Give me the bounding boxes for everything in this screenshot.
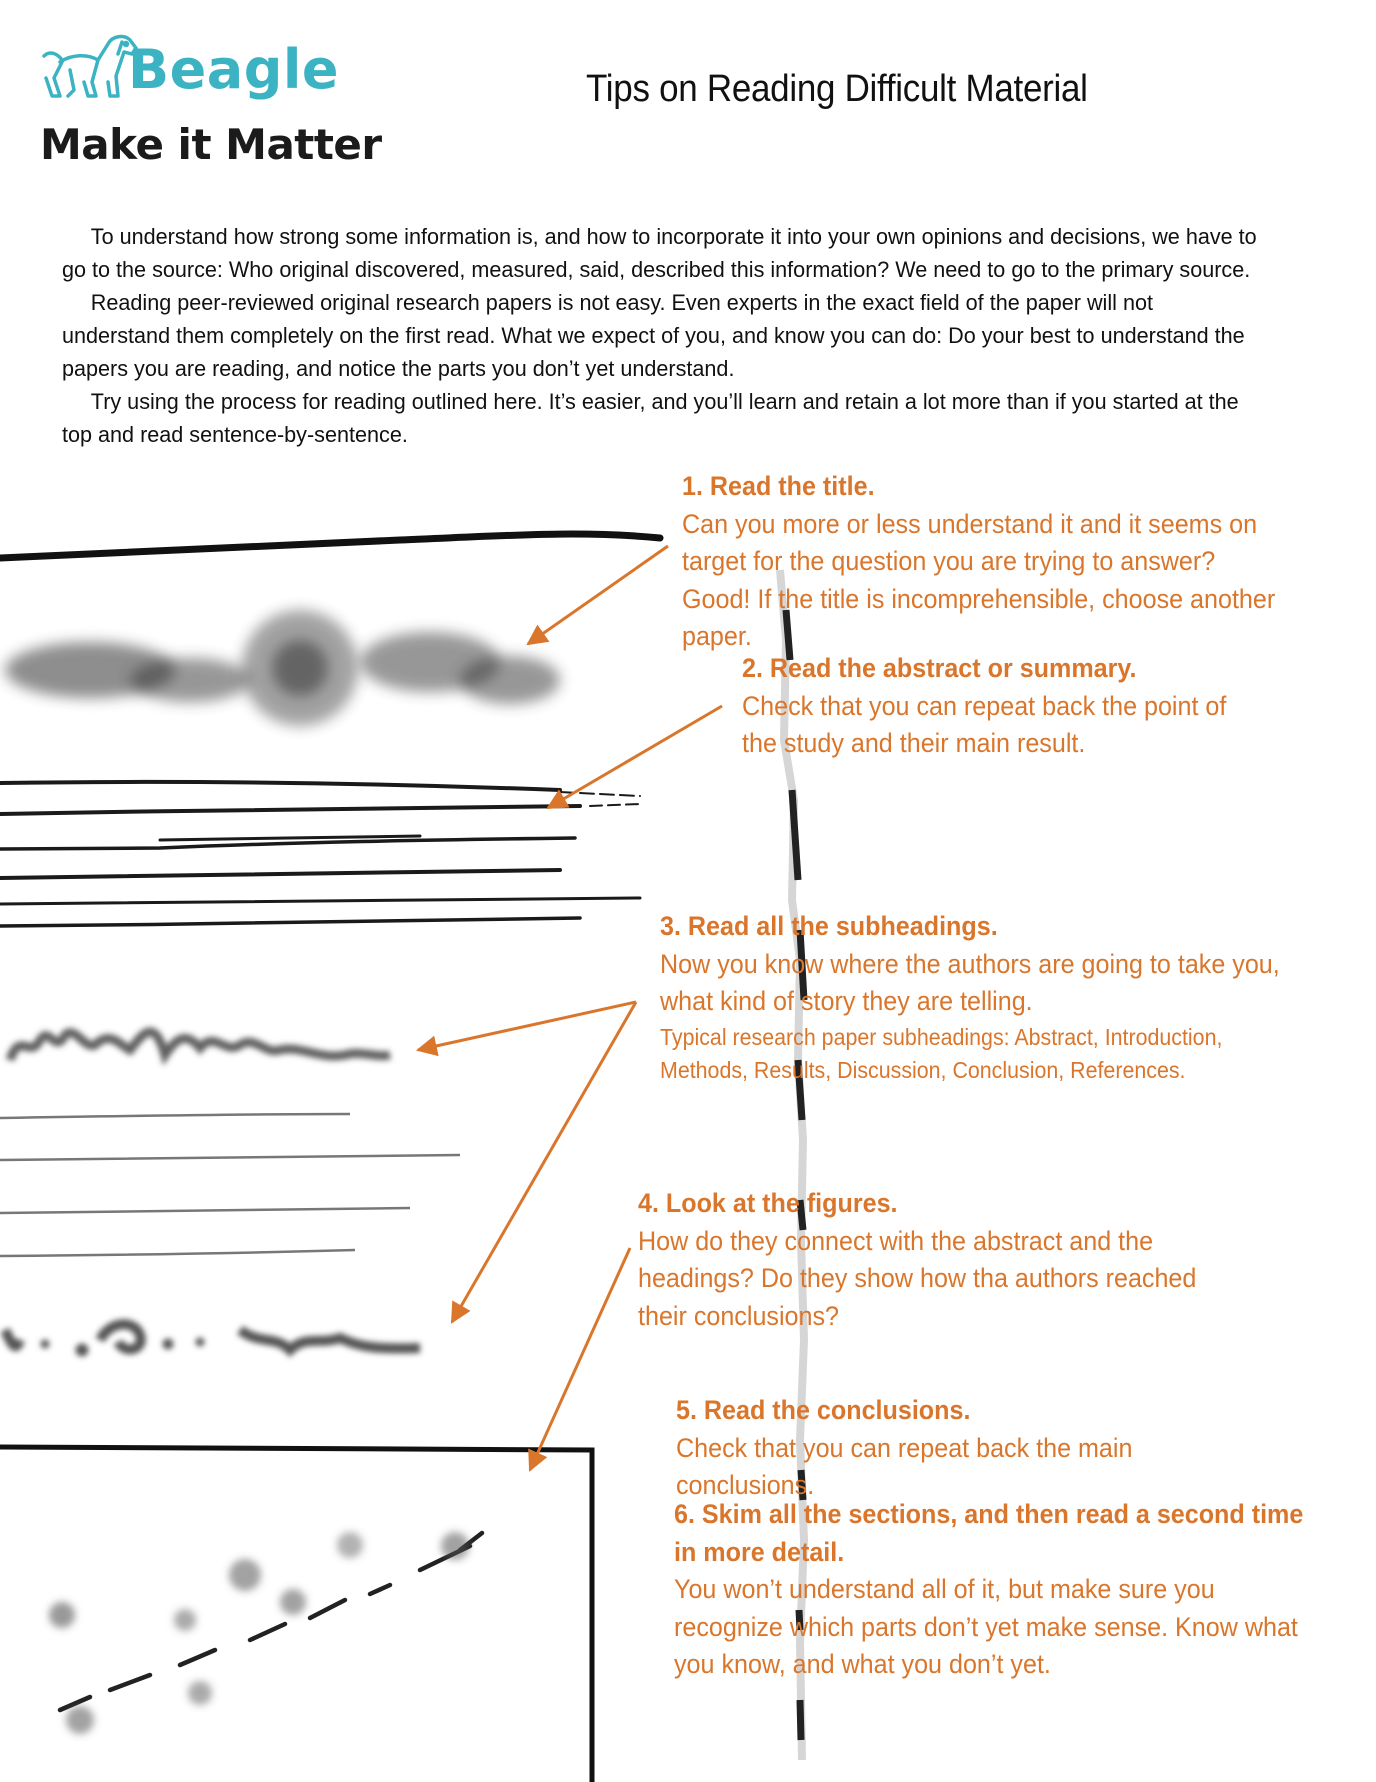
intro-paragraph: Try using the process for reading outlined here. It’s easier, and you’ll learn and retain a lot more than if you started at the top and read sentence-by-sentence. [62, 389, 1239, 447]
arrow-figures [452, 1002, 636, 1322]
step-body: Check that you can repeat back the point of the study and their main result. [742, 690, 1227, 758]
step-heading: 3. Read all the subheadings. [660, 911, 998, 941]
step-6 [674, 1496, 1316, 1684]
arrow-subheadings [418, 1002, 636, 1050]
step-body: How do they connect with the abstract and the headings? Do they show how tha authors reached their conclusions? [638, 1225, 1197, 1331]
tagline: Make it Matter [40, 120, 382, 169]
step-body: Now you know where the authors are going to take you, what kind of story they are telling. [660, 948, 1280, 1016]
step-heading: 4. Look at the figures. [638, 1188, 898, 1218]
arrow-title [528, 546, 668, 644]
step-2 [742, 650, 1263, 763]
sketch-abstract-scribble [5, 610, 560, 726]
page-title: Tips on Reading Difficult Material [586, 68, 1088, 110]
sketch-title-line [0, 534, 660, 558]
step-body: Check that you can repeat back the main conclusions. [676, 1432, 1133, 1500]
sketch-subheading-scribble [10, 1032, 390, 1060]
intro-paragraph: To understand how strong some information is, and how to incorporate it into your own opinions and decisions, we have to go to the source: Who original discovered, measured, said, described this information? We need to go to the primary source. [62, 224, 1257, 282]
step-3 [660, 908, 1292, 1087]
step-body: You won’t understand all of it, but make sure you recognize which parts don’t yet make sense. Know what you know, and what you don’t yet. [674, 1574, 1298, 1679]
step-heading: 2. Read the abstract or summary. [742, 653, 1137, 683]
step-5 [676, 1392, 1271, 1505]
sketch-figure-plot [49, 1532, 482, 1734]
sketch-body-lines [0, 1114, 460, 1256]
step-1 [682, 468, 1277, 656]
arrow-abstract [548, 706, 722, 808]
step-heading: 1. Read the title. [682, 471, 875, 501]
sketch-figure-scribble [5, 1324, 420, 1356]
step-4 [638, 1185, 1233, 1335]
step-heading: 6. Skim all the sections, and then read a second time in more detail. [674, 1499, 1304, 1567]
brand-name: Beagle [128, 38, 340, 101]
step-heading: 5. Read the conclusions. [676, 1395, 971, 1425]
intro-paragraph: Reading peer-reviewed original research papers is not easy. Even experts in the exact field of the paper will not understand them completely on the first read. What we expect of you, and know you can do: Do your best to understand the papers you are reading, and notice the parts you don’t yet understand. [62, 290, 1245, 381]
sketch-abstract-lines [0, 782, 640, 926]
step-note: Typical research paper subheadings: Abstract, Introduction, Methods, Results, Discussion, Conclusion, References. [660, 1023, 1223, 1083]
intro-text [62, 220, 1262, 451]
arrow-conclusions [530, 1248, 630, 1470]
step-body: Can you more or less understand it and it seems on target for the question you are trying to answer? Good! If the title is incomprehensible, choose another paper. [682, 508, 1276, 651]
